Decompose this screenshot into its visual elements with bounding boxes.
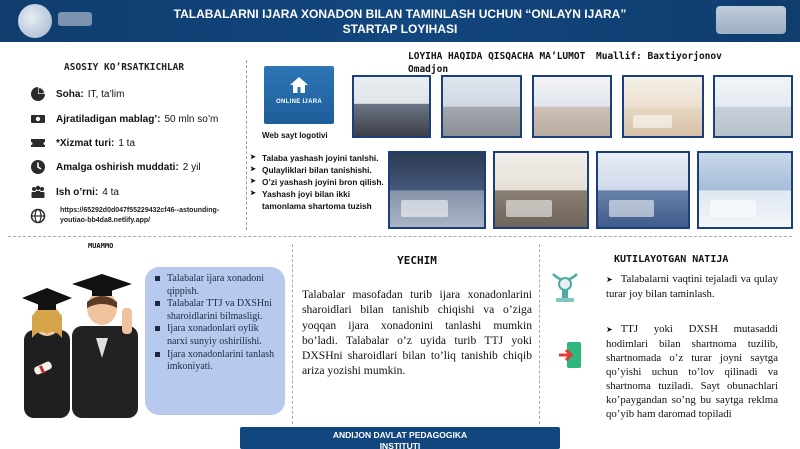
- divider-horizontal: [8, 236, 792, 237]
- list-item: ➤ Yashash joyi bilan ikki tamonlama shartoma tuzish: [250, 188, 390, 212]
- pie-chart-icon: [30, 86, 46, 102]
- indicator-ish-orni: Ish o’rni: 4 ta: [30, 183, 119, 201]
- author-label: Muallif: Baxtiyorjonov: [596, 51, 722, 62]
- photo-computer-room: [352, 75, 431, 138]
- yechim-text: Talabalar masofadan turib ijara xonadonlarini sharoidlari bilan tanishib chiqishi va o’ziga yoqqan ijara xonadonini tanlashi mumkin bo’ladi. Talabalar o’z uyida turib TTJ yoki DXSHni sharoidlari bilan to’liq tanishib chiqib ariza yozishi mumkin.: [302, 288, 532, 378]
- globe-icon: [30, 208, 46, 224]
- divider-vertical-left: [292, 244, 293, 424]
- clock-icon: [30, 159, 46, 175]
- photo-dorm-room-2: [596, 151, 690, 229]
- problem-list-box: [145, 267, 285, 415]
- page-title-line2: STARTAP LOYIHASI: [342, 22, 458, 36]
- photo-dorm-room-1: [388, 151, 486, 229]
- indicator-xizmat: *Xizmat turi: 1 ta: [30, 134, 135, 152]
- about-title: LOYIHA HAQIDA QISQACHA MA’LUMOT: [408, 51, 586, 62]
- photo-dorm-room-3: [697, 151, 793, 229]
- indicator-muddat: Amalga oshirish muddati: 2 yil: [30, 158, 201, 176]
- logo-text: ONLINE IJARA: [276, 99, 322, 105]
- photo-corridor: [441, 75, 522, 138]
- arrow-icon: ➤: [606, 325, 613, 334]
- list-item: Ijara xonadonlarini tanlash imkoniyati.: [155, 349, 277, 374]
- money-icon: [30, 111, 46, 127]
- divider-vertical-right: [539, 244, 540, 424]
- natija-title: KUTILAYOTGAN NATIJA: [614, 254, 729, 265]
- list-item: ➤ Qulayliklari bilan tanishishi.: [250, 164, 390, 176]
- logo-caption: Web sayt logotivi: [262, 131, 328, 140]
- page-title-line1: TALABALARNI IJARA XONADON BILAN TAMINLASH UCHUN “ONLAYN IJARA”: [173, 7, 627, 21]
- indicator-mablag: Ajratiladigan mablag’: 50 mln so’m: [30, 110, 218, 128]
- website-url-link[interactable]: https://65292d0d047f55229432cf46--astounding-youtiao-bb4da8.netlify.app/: [60, 207, 220, 224]
- divider-vertical-top: [246, 60, 247, 230]
- photo-dining-room: [532, 75, 612, 138]
- graduates-image: [10, 268, 145, 418]
- site-logo-image: [264, 66, 334, 124]
- satellite-icon: [550, 268, 580, 304]
- muammo-title: MUAMMO: [88, 242, 114, 250]
- indicator-soha: Soha: IT, ta’lim: [30, 85, 124, 103]
- natija-item-2: ➤ TTJ yoki DXSH mutasaddi hodimlari bilan shartnoma tuzilib, shartnomada o’z turar joyni saytga qo’yishi uchun to’lov qilinadi va shartnoma tuziladi. Sayt obunachlari ko’paygandan so’ng bu saytga reklma qo’yib ham daromad topiladi: [606, 323, 778, 420]
- list-item: Talabalar TTJ va DXSHni sharoidlarini bilmasligi.: [155, 298, 277, 323]
- author-name: Omadjon: [408, 64, 449, 75]
- footer-line2: INSTITUTI: [379, 441, 421, 449]
- indicators-title: ASOSIY KO’RSATKICHLAR: [64, 62, 185, 73]
- header-banner: [0, 0, 800, 42]
- yechim-title: YECHIM: [397, 254, 437, 267]
- list-item: Ijara xonadonlari oylik narxi sunyiy oshirilishi.: [155, 323, 277, 348]
- people-icon: [30, 184, 46, 200]
- exit-door-icon: [557, 340, 583, 370]
- list-item: ➤ Talaba yashash joyini tanlshi.: [250, 152, 390, 164]
- university-emblem-icon: [18, 4, 52, 38]
- arrow-icon: ➤: [606, 275, 613, 284]
- list-item: Talabalar ijara xonadoni qippish.: [155, 273, 277, 298]
- footer-line1: ANDIJON DAVLAT PEDAGOGIKA: [332, 430, 468, 440]
- about-bullet-list: [250, 152, 390, 212]
- partner-logo-icon: [716, 6, 786, 34]
- photo-hall: [713, 75, 793, 138]
- photo-bunk-beds: [493, 151, 589, 229]
- ticket-icon: [30, 135, 46, 151]
- secondary-logo-icon: [58, 12, 92, 26]
- footer-banner: [240, 427, 560, 449]
- list-item: ➤ O’zi yashash joyini bron qilish.: [250, 176, 390, 188]
- natija-item-1: ➤ Talabalarni vaqtini tejaladi va qulay turar joy bilan taminlash.: [606, 273, 778, 300]
- photo-bedroom-1: [622, 75, 704, 138]
- house-icon: [289, 76, 309, 94]
